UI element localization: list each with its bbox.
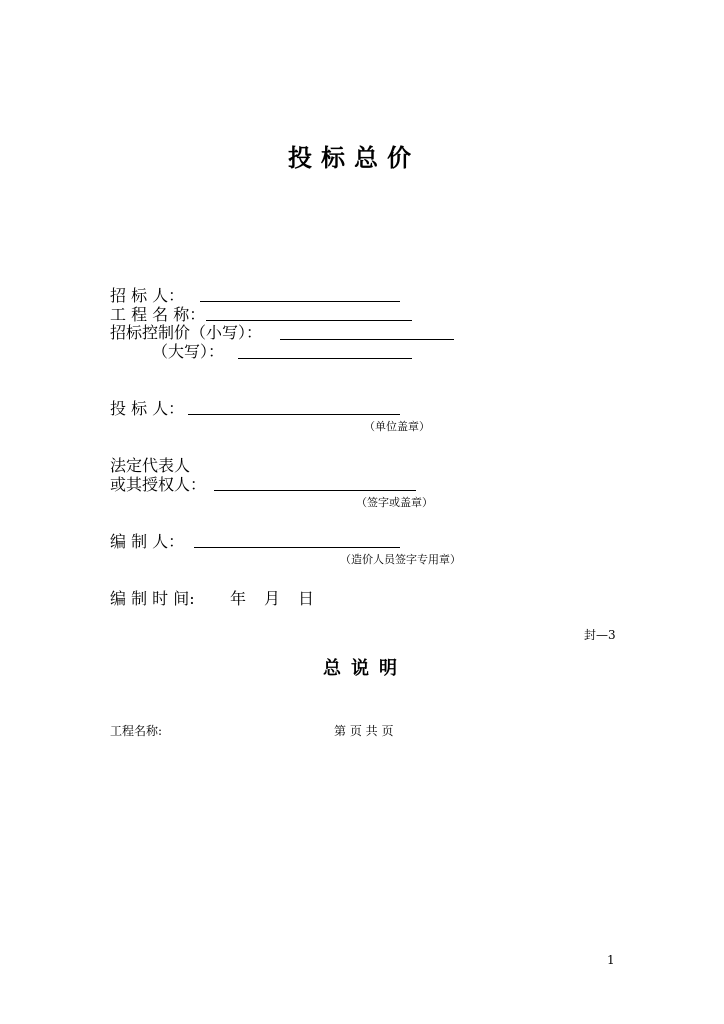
bidder-underline [188,414,400,415]
legal-rep-note: （签字或盖章） [356,496,433,509]
compiler-underline [194,547,400,548]
tenderer-label: 招 标 人： [110,286,185,305]
month-label: 月 [264,589,281,608]
legal-rep-label-line2: 或其授权人： [110,475,207,494]
general-notes-page-info: 第 页 共 页 [334,724,394,738]
form-code: 封—3 [584,628,616,642]
control-price-lower-label: 招标控制价（小写）： [110,323,263,342]
bidder-note: （单位盖章） [364,420,430,433]
compiler-label: 编 制 人： [110,532,185,551]
bidder-label: 投 标 人： [110,399,185,418]
general-notes-project-name-label: 工程名称: [110,724,163,738]
cover-title: 投标总价 [288,144,420,172]
legal-rep-underline [214,490,416,491]
year-label: 年 [230,589,247,608]
page-number: 1 [607,953,615,967]
control-price-upper-label: （大写）： [152,342,225,361]
tenderer-underline [200,301,400,302]
compiler-note: （造价人员签字专用章） [340,553,461,566]
legal-rep-label-line1: 法定代表人 [110,456,191,475]
project-name-label: 工 程 名 称： [110,305,206,324]
day-label: 日 [298,589,315,608]
compile-time-label: 编 制 时 间: [110,589,195,608]
project-name-underline [206,320,412,321]
general-notes-title: 总说明 [323,658,407,679]
control-price-upper-underline [238,358,412,359]
control-price-lower-underline [280,339,454,340]
